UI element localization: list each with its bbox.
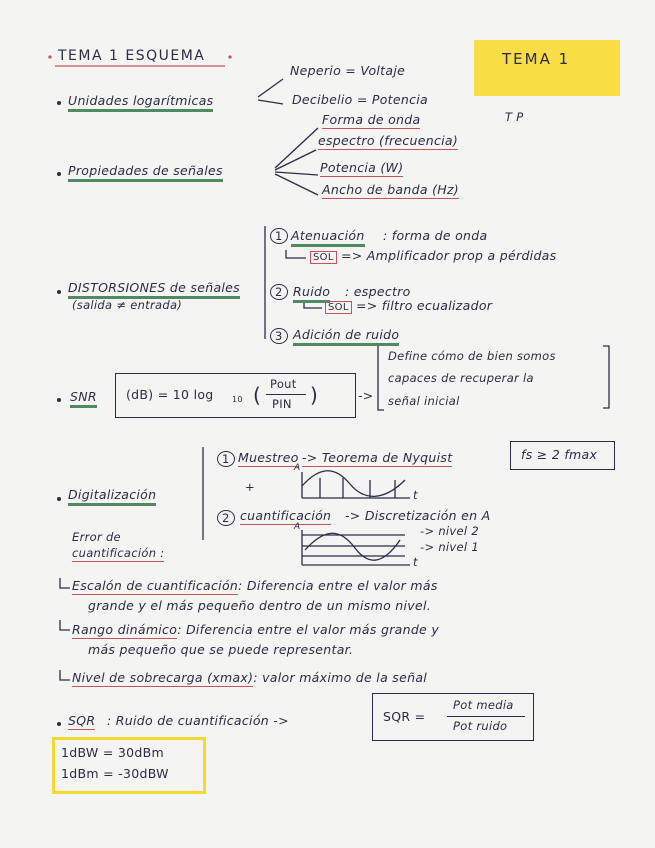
cuantificacion-item: cuantificación: [240, 508, 332, 523]
atenuacion-desc: : forma de onda: [383, 228, 488, 243]
unidades-label: Unidades logarítmicas: [68, 93, 213, 112]
error-label-2: cuantificación :: [72, 546, 165, 560]
nivel-sobrecarga-item: Nivel de sobrecarga (xmax): [72, 670, 254, 685]
axis-a: A: [294, 522, 301, 532]
sol-tag: SOL: [310, 251, 337, 264]
page-title: TEMA 1 ESQUEMA: [58, 48, 206, 64]
muestreo-item: Muestreo: [238, 450, 299, 465]
sqr-desc: : Ruido de cuantificación ->: [107, 713, 289, 728]
escalon-item: Escalón de cuantificación: [72, 578, 239, 593]
ancho-item: Ancho de banda (Hz): [322, 182, 459, 197]
sticky-note: [474, 40, 620, 96]
sqr-numerator: Pot media: [453, 698, 514, 712]
step-2: 2: [217, 510, 235, 526]
sqr-formula-box: [372, 693, 534, 741]
atenuacion-item: Atenuación: [291, 228, 365, 247]
distorsiones-label: DISTORSIONES de señales: [68, 280, 240, 299]
sticky-note-label: TEMA 1: [502, 50, 571, 68]
axis-t: t: [413, 555, 418, 569]
snr-denominator: PIN: [272, 397, 292, 411]
digitalizacion-label: Digitalización: [68, 487, 156, 506]
sol2-desc: => filtro ecualizador: [355, 298, 493, 313]
snr-formula-box: (dB) = 10 log 10 ( Pout PIN ): [115, 373, 356, 418]
sqr-label: SQR: [68, 713, 96, 728]
step-2: 2: [270, 284, 288, 300]
rango-item: Rango dinámico: [72, 622, 178, 637]
rango-desc-1: : Diferencia entre el valor más grande y: [177, 622, 440, 637]
snr-desc-1: Define cómo de bien somos: [388, 349, 556, 363]
sqr-denominator: Pot ruido: [453, 719, 508, 733]
snr-desc-2: capaces de recuperar la: [388, 371, 534, 385]
step-1: 1: [270, 228, 288, 244]
nivel1-label: -> nivel 1: [420, 540, 479, 554]
rango-desc-2: más pequeño que se puede representar.: [88, 642, 354, 657]
snr-label: SNR: [70, 389, 97, 408]
bullet: [57, 101, 61, 105]
step-1: 1: [217, 451, 235, 467]
nyquist-box: [510, 441, 615, 470]
forma-item: Forma de onda: [322, 112, 421, 127]
nyquist-formula: fs ≥ 2 fmax: [521, 447, 598, 462]
espectro-item: espectro (frecuencia): [318, 133, 459, 148]
bullet: [57, 497, 61, 501]
snr-desc-3: señal inicial: [388, 394, 460, 408]
adicion-item: Adición de ruido: [293, 327, 399, 346]
tp-note: T P: [505, 110, 524, 124]
decibelio-item: Decibelio = Potencia: [292, 92, 429, 107]
ruido-item: Ruido: [293, 284, 330, 303]
neperio-item: Neperio = Voltaje: [290, 63, 406, 78]
bullet: [57, 172, 61, 176]
potencia-item: Potencia (W): [320, 160, 404, 175]
nivel-sobrecarga-desc: : valor máximo de la señal: [253, 670, 428, 685]
bullet: [57, 290, 61, 294]
cuantificacion-desc: -> Discretización en A: [345, 508, 491, 523]
axis-t: t: [413, 488, 418, 502]
conversion-line-1: 1dBW = 30dBm: [61, 745, 164, 760]
sol-tag: SOL: [325, 301, 352, 314]
sqr-formula: SQR =: [383, 709, 426, 724]
axis-a: A: [294, 463, 301, 473]
distorsiones-sub: (salida ≠ entrada): [72, 298, 183, 312]
conversion-line-2: 1dBm = -30dBW: [61, 766, 169, 781]
conversion-box: [52, 737, 206, 794]
snr-formula: (dB) = 10 log: [126, 387, 214, 402]
snr-numerator: Pout: [270, 377, 297, 391]
ruido-desc: : espectro: [345, 284, 411, 299]
nivel2-label: -> nivel 2: [420, 524, 479, 538]
escalon-desc-2: grande y el más pequeño dentro de un mismo nivel.: [88, 598, 432, 613]
sol1-desc: => Amplificador prop a pérdidas: [340, 248, 557, 263]
nyquist-item: -> Teorema de Nyquist: [302, 450, 453, 465]
escalon-desc-1: : Diferencia entre el valor más: [238, 578, 438, 593]
propiedades-label: Propiedades de señales: [68, 163, 223, 182]
bullet: [57, 398, 61, 402]
snr-log-base: 10: [232, 395, 243, 404]
step-3: 3: [270, 328, 288, 344]
bullet: [57, 722, 61, 726]
error-label-1: Error de: [72, 530, 121, 544]
plus-sign: +: [245, 480, 255, 494]
